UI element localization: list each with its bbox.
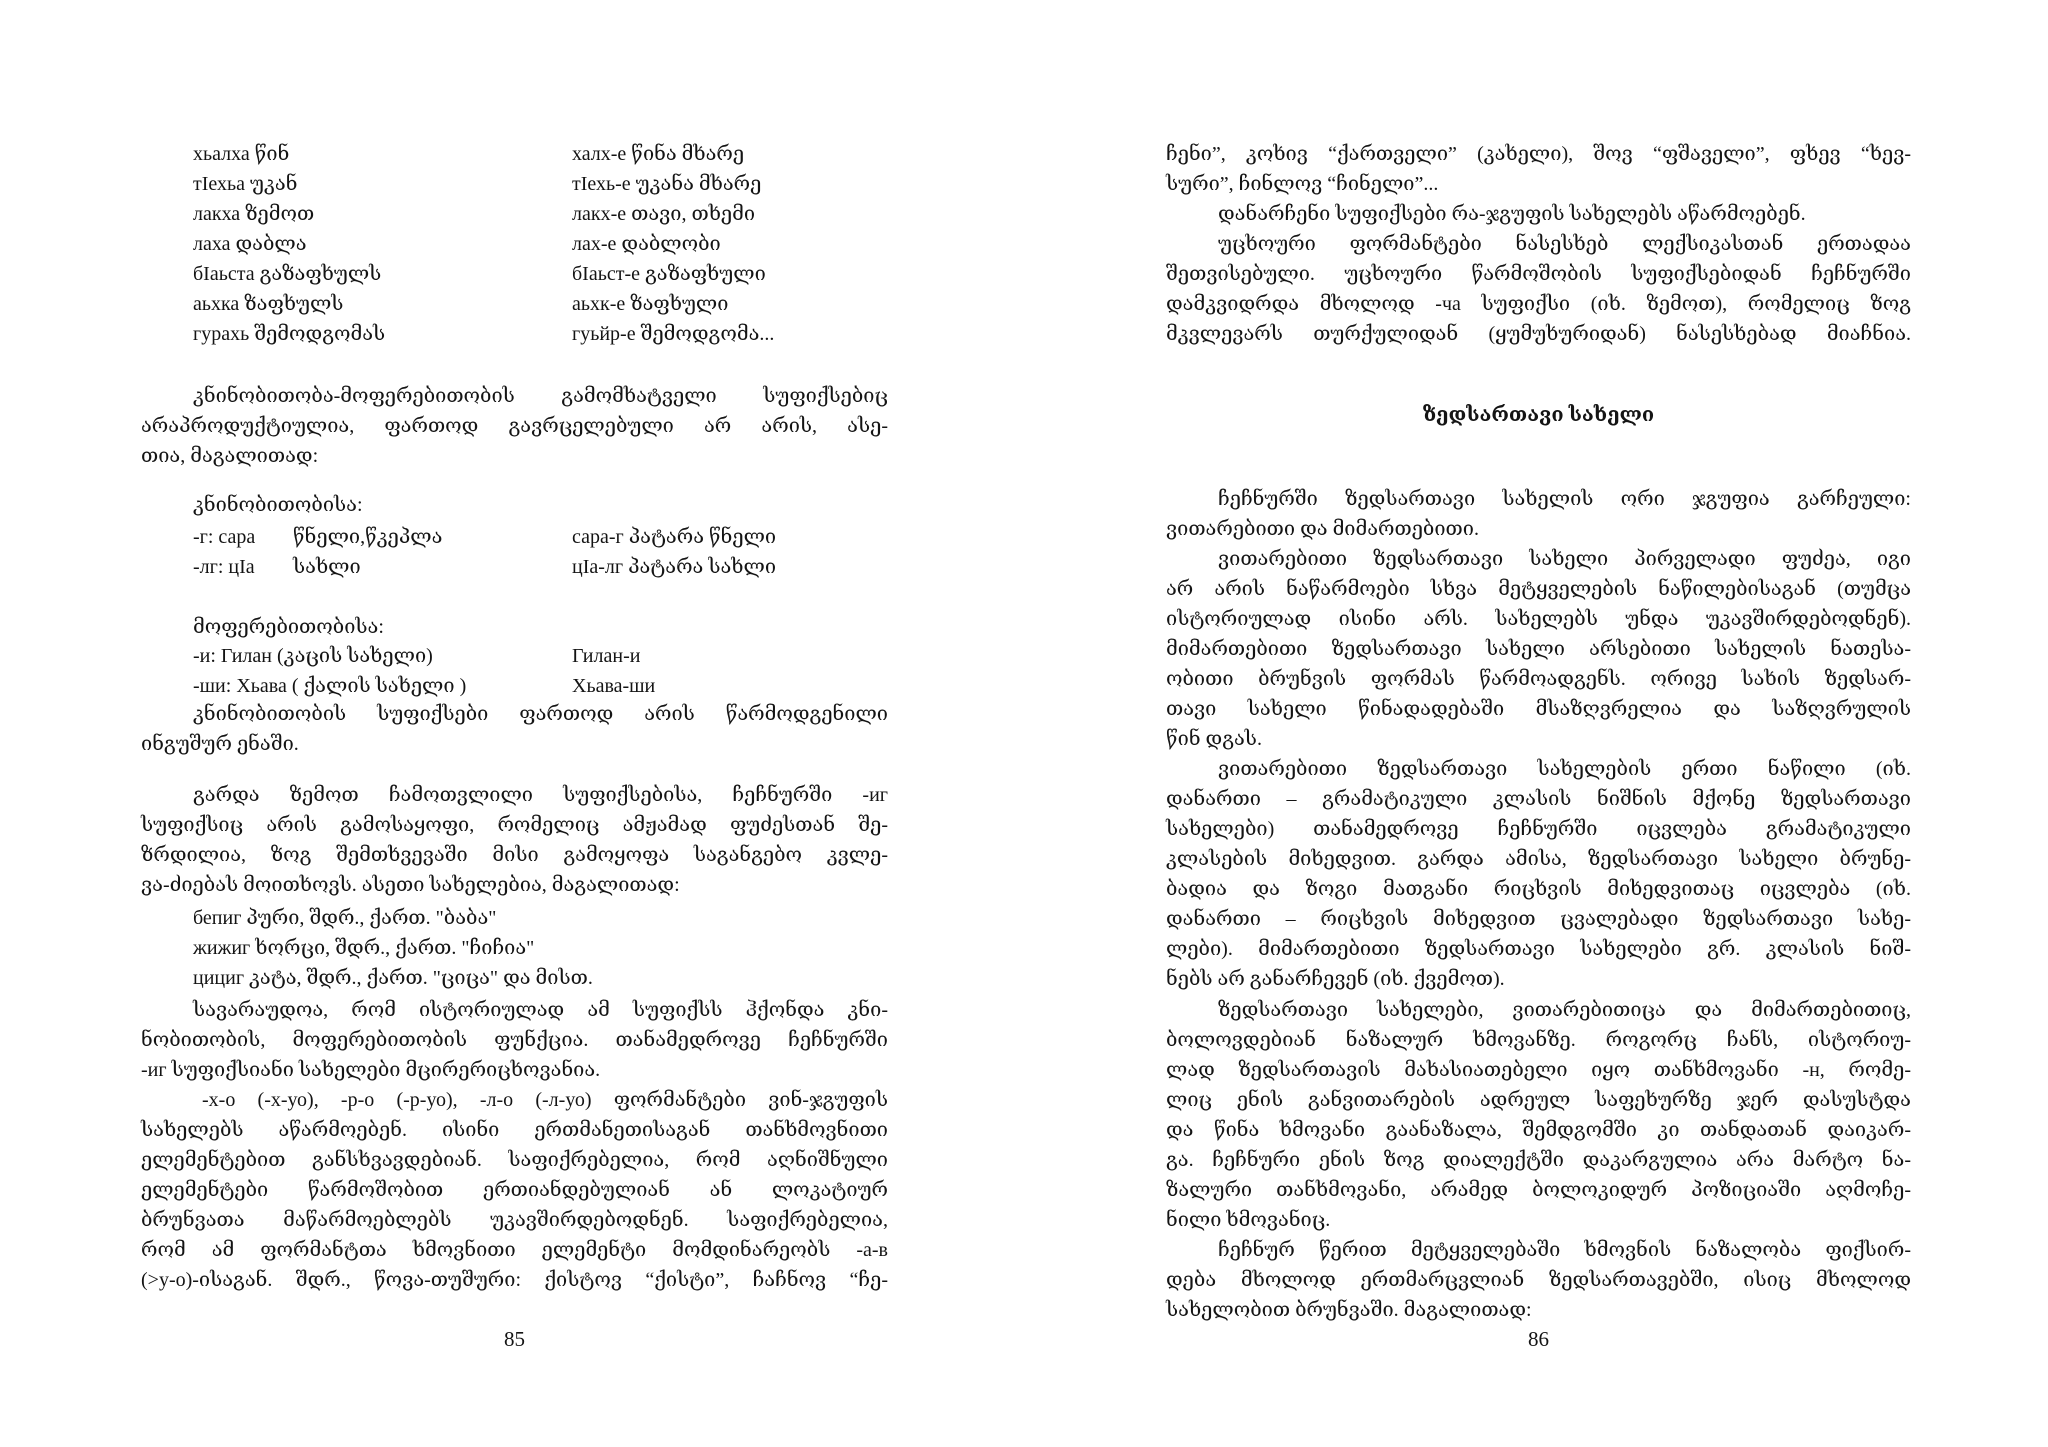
example-line: бепиг პური, შდრ., ქართ. "ბაბა"	[193, 907, 497, 929]
text-line: ლები). მიმართებითი ზედსართავი სახელები გრ. კლასის ნიშ-	[1166, 938, 1911, 960]
text-line: მიმართებითი ზედსართავი სახელი არსებითი სახელის ნათესა-	[1166, 638, 1911, 660]
text-line: ჩეჩნურში ზედსართავი სახელის ორი ჯგუფია გარჩეული:	[1218, 488, 1911, 510]
text-line: ჩენი”, კოხივ “ქართველი” (კახელი), შოვ “ფშაველი”, ფხევ “ხევ-	[1166, 143, 1911, 165]
base-form: -ши: Хьава ( ქალის სახელი )	[193, 675, 467, 697]
example-line: жижиг ხორცი, შდრ., ქართ. "ჩიჩია"	[193, 937, 535, 959]
text-line: მკვლევარს თურქულიდან (ყუმუხურიდან) ნასესხებად მიაჩნია.	[1166, 323, 1911, 345]
text-line: ზედსართავი სახელები, ვითარებითიცა და მიმართებითიც,	[1218, 999, 1911, 1021]
diminutive-label	[141, 490, 888, 520]
derived-form: сара-г პატარა წნელი	[572, 526, 777, 548]
text-line: -х-о (-х-уо), -р-о (-р-уо), -л-о (-л-уо) ფორმანტები ვინ-ჯგუფის	[202, 1089, 888, 1111]
paragraph	[1166, 754, 1911, 994]
text-line: ისტორიულად ისინი არს. სახელებს უნდა უკავშირდებოდნენ).	[1166, 608, 1911, 630]
text-line: სუფიქსიც არის გამოსაყოფი, რომელიც ამჟამად ფუძესთან შე-	[141, 814, 888, 836]
text-line: ვითარებითი ზედსართავი სახელების ერთი ნაწილი (იხ.	[1218, 758, 1911, 780]
text-line: წინ დგას.	[1166, 728, 1262, 750]
text-line: უცხოური ფორმანტები ნასესხებ ლექსიკასთან ერთადაა	[1218, 233, 1911, 255]
text-line: ელემენტებით განსხვავდებიან. საფიქრებელია, რომ აღნიშნული	[141, 1149, 888, 1171]
adverb: гурахь შემოდგომას	[193, 323, 386, 345]
adverb: хьалха წინ	[193, 143, 290, 165]
text-line: ობითი ბრუნვის ფორმას წარმოადგენს. ორივე სახის ზედსარ-	[1166, 668, 1911, 690]
derived-noun: гуьйр-е შემოდგომა...	[572, 323, 775, 345]
text-line: -иг სუფიქსიანი სახელები მცირერიცხოვანია.	[141, 1059, 601, 1081]
text-line: დამკვიდრდა მხოლოდ -ча სუფიქსი (იხ. ზემოთ), რომელიც ზოგ	[1166, 293, 1911, 315]
text-line: ჩეჩნურ წერით მეტყველებაში ხმოვნის ნაზალობა ფიქსირ-	[1218, 1239, 1911, 1261]
text-line: რომ ამ ფორმანტთა ხმოვნითი ელემენტი მომდინარეობს -а-в	[141, 1239, 888, 1261]
text-line: სავარაუდოა, რომ ისტორიულად ამ სუფიქსს ჰქონდა კნი-	[193, 999, 888, 1021]
paragraph	[141, 699, 888, 759]
text-line: ბრუნვათა მაწარმოებლებს უკავშირდებოდნენ. საფიქრებელია,	[141, 1209, 888, 1231]
list-item	[141, 289, 888, 319]
base-form: -и: Гилан (კაცის სახელი)	[193, 645, 433, 667]
text-line: ზალური თანხმოვანი, არამედ ბოლოკიდურ პოზიციაში აღმოჩე-	[1166, 1179, 1911, 1201]
diminutive-examples	[141, 522, 888, 582]
gloss: წნელი,წკეპლა	[293, 526, 443, 548]
list-item	[141, 259, 888, 289]
list-item	[141, 199, 888, 229]
text-line: დანარჩენი სუფიქსები რა-ჯგუფის სახელებს აწარმოებენ.	[1218, 203, 1806, 225]
derived-noun: бIаьст-е გაზაფხული	[572, 263, 766, 285]
text-line: ბოლოვდებიან ნაზალურ ხმოვანზე. როგორც ჩანს, ისტორიუ-	[1166, 1029, 1911, 1051]
text-line: და წინა ხმოვანი გაანაზალა, შემდგომში კი თანდათან დაიკარ-	[1166, 1119, 1911, 1141]
paragraph	[1166, 139, 1911, 199]
example-line: цициг კატა, შდრ., ქართ. "ციცა" და მისთ.	[193, 967, 593, 989]
paragraph	[141, 381, 888, 471]
adverb: бIаьста გაზაფხულს	[193, 263, 382, 285]
text-line: ბადია და ზოგი მათგანი რიცხვის მიხედვითაც იცვლება (იხ.	[1166, 878, 1911, 900]
text-line: ვა-ძიებას მოითხოვს. ასეთი სახელებია, მაგალითად:	[141, 874, 680, 896]
text-line: ელემენტები წარმოშობით ერთიანდებულიან ან ლოკატიურ	[141, 1179, 888, 1201]
text-line: კლასების მიხედვით. გარდა ამისა, ზედსართავი სახელი ბრუნე-	[1166, 848, 1911, 870]
text-line: არაპროდუქტიულია, ფართოდ გავრცელებული არ არის, ასე-	[141, 415, 888, 437]
text-line: ვითარებითი ზედსართავი სახელი პირველადი ფუძეა, იგი	[1218, 548, 1911, 570]
derived-form: цIа-лг პატარა სახლი	[572, 556, 777, 578]
list-item	[141, 139, 888, 169]
text-line: გა. ჩეჩნური ენის ზოგ დიალექტში დაკარგულია არა მარტო ნა-	[1166, 1149, 1911, 1171]
text-line: არ არის ნაწარმოები სხვა მეტყველების ნაწილებისაგან (თუმცა	[1166, 578, 1911, 600]
word-examples	[141, 903, 888, 993]
page-number: 86	[1528, 1327, 1549, 1351]
text-line: კნინობითობისა:	[193, 494, 363, 516]
text-line: გარდა ზემოთ ჩამოთვლილი სუფიქსებისა, ჩეჩნურში -иг	[193, 784, 888, 806]
section-heading: ზედსართავი სახელი	[1422, 404, 1655, 426]
paragraph	[141, 995, 888, 1085]
text-line: თავი სახელი წინადადებაში მსაზღვრელია და საზღვრულის	[1166, 698, 1911, 720]
text-line: ზრდილია, ზოგ შემთხვევაში მისი გამოყოფა საგანგებო კვლე-	[141, 844, 888, 866]
paragraph	[1166, 1235, 1911, 1325]
text-line: ინგუშურ ენაში.	[141, 733, 299, 755]
derived-form: Гилан-и	[572, 645, 641, 667]
hypocoristic-label	[141, 612, 888, 642]
list-item	[141, 169, 888, 199]
suffix: -г: сара	[193, 526, 256, 548]
text-line: კნინობითობა-მოფერებითობის გამომხატველი სუფიქსებიც	[193, 385, 888, 407]
paragraph	[141, 1085, 888, 1295]
page-number: 85	[504, 1327, 525, 1351]
adverb: тIехьа უკან	[193, 173, 298, 195]
text-line: დანართი – გრამატიკული კლასის ნიშნის მქონე ზედსართავი	[1166, 788, 1911, 810]
right-page	[1024, 0, 2048, 1447]
example-row	[141, 522, 888, 552]
text-line: ნილი ხმოვანიც.	[1166, 1209, 1331, 1231]
paragraph	[1166, 199, 1911, 229]
example-row	[141, 641, 888, 671]
text-line: კნინობითობის სუფიქსები ფართოდ არის წარმოდგენილი	[193, 703, 888, 725]
list-item	[141, 319, 888, 349]
text-line: ვითარებითი და მიმართებითი.	[1166, 518, 1479, 540]
text-line: ლად ზედსართავის მახასიათებელი იყო თანხმოვანი -н, რომე-	[1166, 1059, 1911, 1081]
text-line: დანართი – რიცხვის მიხედვით ცვალებადი ზედსართავი სახე-	[1166, 908, 1911, 930]
text-line: ლიც ენის განვითარების ადრეულ საფეხურზე ჯერ დასუსტდა	[1166, 1089, 1911, 1111]
list-item	[141, 229, 888, 259]
gloss: სახლი	[293, 556, 361, 578]
derived-form: Хьава-ши	[572, 675, 656, 697]
text-line: ნობითობის, მოფერებითობის ფუნქცია. თანამედროვე ჩეჩნურში	[141, 1029, 888, 1051]
derived-noun: тIехь-е უკანა მხარე	[572, 173, 762, 195]
text-line: სახელები) თანამედროვე ჩეჩნურში იცვლება გრამატიკული	[1166, 818, 1911, 840]
example-row	[141, 552, 888, 582]
text-line: სური”, ჩინლოვ “ჩინელი”...	[1166, 173, 1439, 195]
text-line: დება მხოლოდ ერთმარცვლიან ზედსართავებში, ისიც მხოლოდ	[1166, 1269, 1911, 1291]
text-line: სახელობით ბრუნვაში. მაგალითად:	[1166, 1299, 1532, 1321]
text-line: მოფერებითობისა:	[193, 616, 384, 638]
text-line: ნებს არ განარჩევენ (იხ. ქვემოთ).	[1166, 968, 1505, 990]
text-line: სახელებს აწარმოებენ. ისინი ერთმანეთისაგან თანხმოვნითი	[141, 1119, 888, 1141]
adverb: лаха დაბლა	[193, 233, 307, 255]
adverb: аьхка ზაფხულს	[193, 293, 344, 315]
paragraph	[1166, 484, 1911, 544]
hypocoristic-examples	[141, 641, 888, 701]
derived-noun: лах-е დაბლობი	[572, 233, 721, 255]
derived-noun: лакх-е თავი, თხემი	[572, 203, 756, 225]
paragraph	[1166, 229, 1911, 349]
derived-noun: аьхк-е ზაფხული	[572, 293, 729, 315]
adverb: лакха ზემოთ	[193, 203, 315, 225]
text-line: (>у-о)-ისაგან. შდრ., წოვა-თუშური: ქისტოვ “ქისტი”, ჩაჩნოვ “ჩე-	[141, 1269, 888, 1291]
suffix: -лг: цIа	[193, 556, 255, 578]
adverb-list	[141, 139, 888, 349]
paragraph	[141, 780, 888, 900]
derived-noun: халх-е წინა მხარე	[572, 143, 745, 165]
paragraph	[1166, 544, 1911, 754]
paragraph	[1166, 995, 1911, 1235]
text-line: შეთვისებული. უცხოური წარმოშობის სუფიქსებიდან ჩეჩნურში	[1166, 263, 1911, 285]
example-row	[141, 671, 888, 701]
text-line: თია, მაგალითად:	[141, 445, 319, 467]
